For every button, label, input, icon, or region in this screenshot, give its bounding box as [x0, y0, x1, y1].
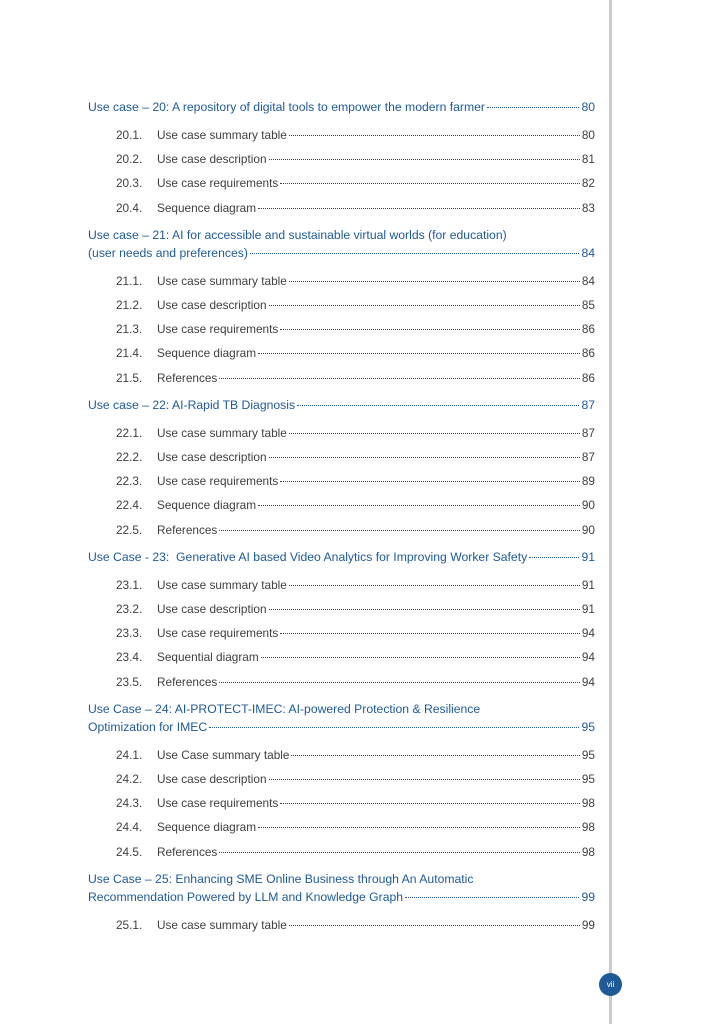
toc-entry-22-2[interactable] [88, 445, 595, 469]
dot-leader [258, 827, 580, 828]
toc-entry-21-3[interactable] [88, 317, 595, 341]
dot-leader [289, 585, 580, 586]
toc-entry-20-2[interactable] [88, 147, 595, 171]
entry-title: Use case summary table [157, 273, 287, 288]
entry-title: Use case requirements [157, 176, 279, 191]
entry-page: 98 [581, 820, 595, 835]
entry-page: 98 [581, 796, 595, 811]
dot-leader [280, 183, 580, 184]
toc-entry-21-1[interactable] [88, 269, 595, 293]
entry-title: Use case summary table [157, 128, 287, 142]
chapter-title-line1: Use Case – 25: Enhancing SME Online Business through An Automatic [88, 871, 474, 886]
entry-number: 21.2. [116, 298, 143, 313]
entry-title: References [157, 844, 218, 859]
page-number-badge: vii [599, 973, 622, 996]
entry-number: 22.4. [116, 498, 143, 513]
toc-entry-24-3[interactable] [88, 791, 595, 815]
entry-page: 86 [581, 322, 595, 337]
entry-number: 24.4. [116, 820, 143, 835]
entry-title: Use case summary table [157, 917, 287, 932]
chapter-page: 99 [581, 889, 595, 904]
toc-entry-20-4[interactable] [88, 196, 595, 220]
entry-title: Use case description [157, 602, 267, 617]
entry-number: 21.1. [116, 273, 143, 288]
entry-page: 81 [581, 152, 595, 167]
entry-title: Use case description [157, 152, 267, 167]
toc-chapter-22[interactable] [88, 396, 595, 414]
dot-leader [258, 208, 580, 209]
entry-number: 21.4. [116, 346, 143, 361]
chapter-page: 80 [581, 100, 595, 114]
toc-chapter-24[interactable] [88, 700, 595, 736]
entry-title: Use case requirements [157, 474, 279, 489]
dot-leader [487, 107, 579, 108]
entry-number: 22.2. [116, 450, 143, 465]
chapter-title: Use Case - 23: Generative AI based Video Analytics for Improving Worker Safety [88, 549, 528, 564]
toc-entry-22-3[interactable] [88, 469, 595, 493]
dot-leader [269, 609, 580, 610]
dot-leader [258, 505, 580, 506]
entry-title: Sequence diagram [157, 820, 257, 835]
dot-leader [297, 405, 579, 406]
entry-page: 89 [581, 474, 595, 489]
toc-entry-23-4[interactable] [88, 645, 595, 669]
entry-title: References [157, 370, 218, 385]
entry-title: Use case description [157, 450, 267, 465]
toc-entry-22-4[interactable] [88, 493, 595, 517]
entry-page: 84 [581, 273, 595, 288]
entry-page: 86 [581, 346, 595, 361]
entry-page: 94 [581, 626, 595, 641]
entry-page: 98 [581, 844, 595, 859]
toc-entry-23-3[interactable] [88, 621, 595, 645]
entry-title: Use case requirements [157, 322, 279, 337]
entry-number: 20.3. [116, 176, 143, 191]
entry-page: 99 [581, 917, 595, 932]
chapter-title-line2: Optimization for IMEC [88, 719, 208, 734]
chapter-title-line1: Use case – 21: AI for accessible and sustainable virtual worlds (for education) [88, 227, 507, 242]
entry-number: 24.1. [116, 747, 143, 762]
entry-page: 94 [581, 674, 595, 689]
toc-entry-24-2[interactable] [88, 767, 595, 791]
entry-page: 85 [581, 298, 595, 313]
toc-chapter-21[interactable] [88, 226, 595, 262]
chapter-page: 87 [581, 397, 595, 412]
entry-number: 24.2. [116, 772, 143, 787]
dot-leader [405, 897, 579, 898]
toc-chapter-25[interactable] [88, 870, 595, 906]
entry-page: 91 [581, 577, 595, 592]
entry-page: 95 [581, 747, 595, 762]
entry-number: 22.5. [116, 522, 143, 537]
dot-leader [269, 779, 580, 780]
entry-title: Sequence diagram [157, 200, 257, 215]
entry-number: 20.4. [116, 200, 143, 215]
entry-title: References [157, 522, 218, 537]
chapter-title-line2: Recommendation Powered by LLM and Knowledge Graph [88, 889, 404, 904]
entry-number: 23.1. [116, 577, 143, 592]
dot-leader [269, 305, 580, 306]
dot-leader [269, 457, 580, 458]
dot-leader [529, 557, 579, 558]
dot-leader [250, 253, 580, 254]
entry-title: Use case requirements [157, 626, 279, 641]
dot-leader [269, 159, 580, 160]
dot-leader [280, 633, 580, 634]
chapter-title: Use case – 22: AI-Rapid TB Diagnosis [88, 397, 296, 412]
entry-number: 24.5. [116, 844, 143, 859]
toc-entry-22-5[interactable] [88, 518, 595, 542]
entry-title: Use case description [157, 298, 267, 313]
toc-entry-24-4[interactable] [88, 815, 595, 839]
entry-page: 94 [581, 650, 595, 665]
toc-entry-20-1[interactable] [88, 123, 595, 147]
dot-leader [258, 353, 580, 354]
entry-number: 22.3. [116, 474, 143, 489]
chapter-page: 91 [581, 549, 595, 564]
entry-title: References [157, 674, 218, 689]
entry-number: 20.1. [116, 128, 143, 142]
entry-page: 80 [581, 128, 595, 142]
toc-entry-23-2[interactable] [88, 597, 595, 621]
entry-page: 83 [581, 200, 595, 215]
entry-number: 20.2. [116, 152, 143, 167]
chapter-page: 95 [581, 719, 595, 734]
chapter-title-line1: Use Case – 24: AI-PROTECT-IMEC: AI-powered Protection & Resilience [88, 701, 481, 716]
entry-number: 23.4. [116, 650, 143, 665]
entry-number: 23.2. [116, 602, 143, 617]
toc-entry-21-4[interactable] [88, 341, 595, 365]
toc-entry-21-2[interactable] [88, 293, 595, 317]
toc-entry-21-5[interactable] [88, 366, 595, 390]
entry-number: 24.3. [116, 796, 143, 811]
toc-entry-20-3[interactable] [88, 171, 595, 195]
entry-title: Use Case summary table [157, 747, 290, 762]
chapter-page: 84 [581, 245, 595, 260]
entry-number: 23.3. [116, 626, 143, 641]
toc-chapter-20[interactable] [88, 98, 595, 116]
entry-title: Sequence diagram [157, 498, 257, 513]
entry-title: Use case summary table [157, 425, 287, 440]
dot-leader [291, 755, 579, 756]
entry-number: 22.1. [116, 425, 143, 440]
entry-page: 82 [581, 176, 595, 191]
toc-entry-24-1[interactable] [88, 743, 595, 767]
entry-number: 25.1. [116, 917, 143, 932]
toc-entry-25-1[interactable] [88, 913, 595, 937]
entry-number: 23.5. [116, 674, 143, 689]
dot-leader [219, 852, 580, 853]
entry-page: 95 [581, 772, 595, 787]
entry-page: 91 [581, 602, 595, 617]
dot-leader [219, 378, 580, 379]
dot-leader [219, 530, 580, 531]
toc-chapter-23[interactable] [88, 548, 595, 566]
entry-page: 90 [581, 522, 595, 537]
toc-entry-23-5[interactable] [88, 670, 595, 694]
chapter-title: Use case – 20: A repository of digital tools to empower the modern farmer [88, 100, 485, 114]
chapter-title-line2: (user needs and preferences) [88, 245, 248, 260]
dot-leader [280, 329, 580, 330]
entry-title: Sequential diagram [157, 650, 259, 665]
dot-leader [289, 925, 580, 926]
entry-title: Use case summary table [157, 577, 287, 592]
dot-leader [209, 727, 579, 728]
toc-entry-23-1[interactable] [88, 573, 595, 597]
entry-page: 87 [581, 425, 595, 440]
entry-title: Use case requirements [157, 796, 279, 811]
entry-number: 21.5. [116, 370, 143, 385]
entry-page: 87 [581, 450, 595, 465]
entry-number: 21.3. [116, 322, 143, 337]
dot-leader [289, 135, 580, 136]
table-of-contents [88, 98, 595, 937]
entry-page: 86 [581, 370, 595, 385]
entry-page: 90 [581, 498, 595, 513]
page-edge-divider [609, 0, 612, 1024]
dot-leader [280, 803, 580, 804]
dot-leader [289, 281, 580, 282]
dot-leader [219, 682, 580, 683]
toc-entry-22-1[interactable] [88, 421, 595, 445]
dot-leader [280, 481, 580, 482]
toc-entry-24-5[interactable] [88, 840, 595, 864]
entry-title: Use case description [157, 772, 267, 787]
dot-leader [289, 433, 580, 434]
entry-title: Sequence diagram [157, 346, 257, 361]
dot-leader [261, 657, 580, 658]
